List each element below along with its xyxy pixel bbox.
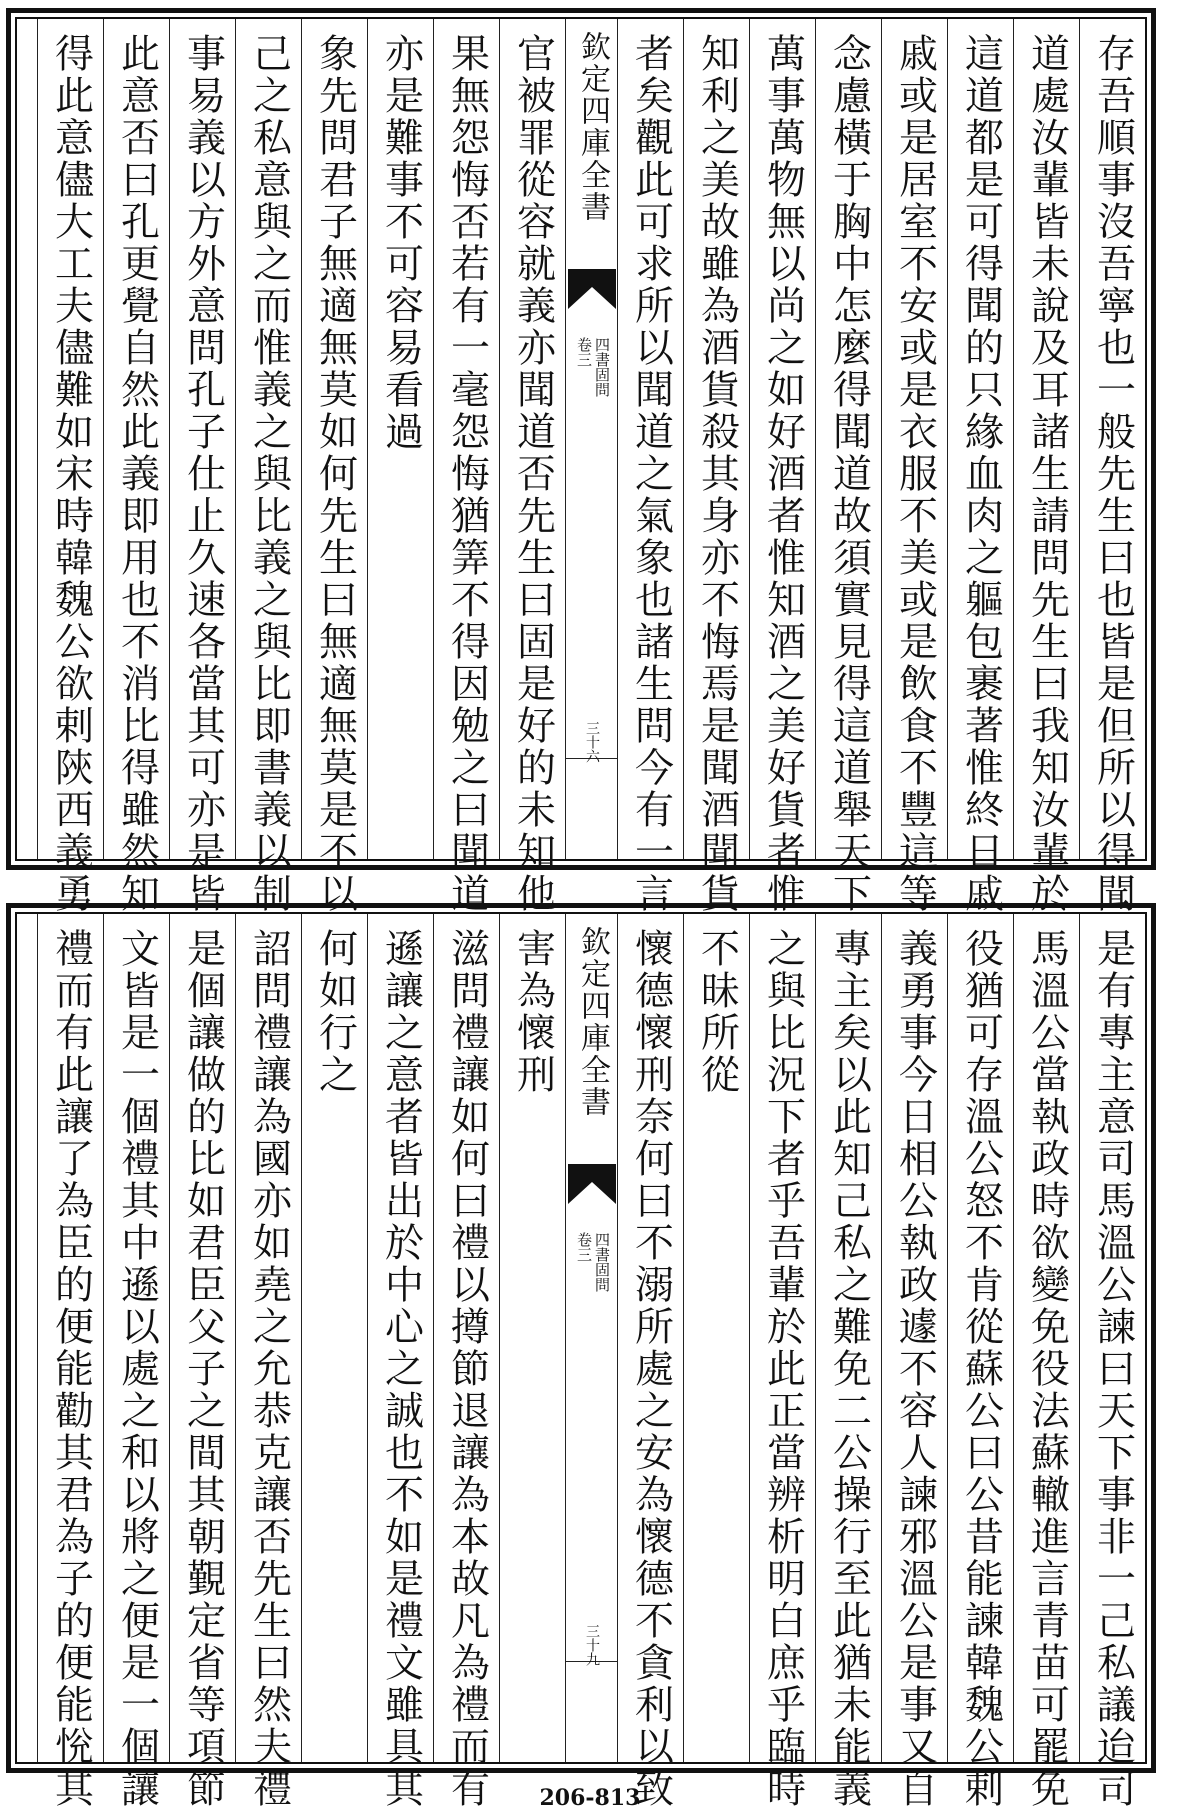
column-text: 馬溫公當執政時欲變免役法蘇轍進言青苗可罷免: [1024, 928, 1070, 1810]
column: [235, 914, 301, 1810]
column: [1013, 19, 1079, 915]
column: [617, 914, 683, 1810]
column: [37, 19, 103, 915]
column: [499, 19, 565, 915]
column-text: 何如行之: [312, 928, 358, 1096]
column-text: 戚或是居室不安或是衣服不美或是飲食不豐這等: [892, 33, 938, 915]
column: [103, 19, 169, 915]
column-text: 專主矣以此知己私之難免二公操行至此猶未能義: [826, 928, 872, 1810]
column: [301, 914, 367, 1762]
column: [617, 19, 683, 915]
page-top: [6, 8, 1156, 915]
column: [433, 914, 499, 1810]
column: [301, 19, 367, 915]
column-text: 是個讓做的比如君臣父子之間其朝覲定省等項節: [180, 928, 226, 1810]
column-text: 之與比況下者乎吾輩於此正當辨析明白庶乎臨時: [760, 928, 806, 1810]
column-text: 道處汝輩皆未說及耳諸生請問先生曰我知汝輩於: [1024, 33, 1070, 915]
spine-volume: 卷三: [575, 1232, 593, 1262]
column: [947, 19, 1013, 915]
spine: [565, 914, 617, 1762]
column: [103, 914, 169, 1810]
column: [683, 914, 749, 1762]
column-text: 知利之美故雖為酒貨殺其身亦不悔焉是聞酒聞貨: [694, 33, 740, 915]
spine: [565, 19, 617, 859]
column: [815, 914, 881, 1810]
spine-volume: 卷三: [575, 337, 593, 367]
spine-title: 欽定四庫全書: [575, 31, 610, 223]
column-text: 義勇事今日相公執政遽不容人諫邪溫公是事又自: [892, 928, 938, 1810]
column-text: 果無怨悔否若有一毫怨悔猶筭不得因勉之曰聞道: [444, 33, 490, 915]
column-text: 存吾順事沒吾寧也一般先生曰也皆是但所以得聞: [1090, 33, 1136, 915]
column-text: 是有專主意司馬溫公諫曰天下事非一己私議迨司: [1090, 928, 1136, 1810]
column: [1079, 914, 1145, 1810]
column: [683, 19, 749, 915]
column: [235, 19, 301, 915]
column-text: 官被罪從容就義亦聞道否先生曰固是好的未知他: [510, 33, 556, 915]
column-text: 者矣觀此可求所以聞道之氣象也諸生問今有一言: [628, 33, 674, 915]
column: [947, 914, 1013, 1810]
column-text: 此意否曰孔更覺自然此義即用也不消比得雖然知: [114, 33, 160, 915]
column: [881, 19, 947, 915]
column: [499, 914, 565, 1762]
column: [815, 19, 881, 915]
column-text: 滋問禮讓如何曰禮以撙節退讓為本故凡為禮而有: [444, 928, 490, 1810]
column-text: 這道都是可得聞的只緣血肉之軀包裹著惟終日戚: [958, 33, 1004, 915]
spine-book-title: 四書固問: [593, 337, 611, 397]
column: [367, 914, 433, 1810]
spine-title: 欽定四庫全書: [575, 926, 610, 1118]
column: [169, 914, 235, 1810]
column-text: 役猶可存溫公怒不肯從蘇公曰公昔能諫韓魏公剌: [958, 928, 1004, 1810]
column-text: 事易義以方外意問孔子仕止久速各當其可亦是皆: [180, 33, 226, 915]
column: [37, 914, 103, 1810]
column-text: 念慮橫于胸中怎麼得聞道故須實見得這道舉天下: [826, 33, 872, 915]
spine-folio: 三十九: [584, 1624, 600, 1666]
column: [881, 914, 947, 1810]
column: [433, 19, 499, 915]
column: [169, 19, 235, 915]
column-text: 象先問君子無適無莫如何先生曰無適無莫是不以: [312, 33, 358, 915]
column: [1079, 19, 1145, 915]
column: [749, 914, 815, 1810]
fish-tail-icon: [568, 1164, 616, 1204]
column: [367, 19, 433, 859]
fish-tail-icon: [568, 269, 616, 309]
column-text: 遜讓之意者皆出於中心之誠也不如是禮文雖具其: [378, 928, 424, 1810]
page-top-frame: [15, 17, 1147, 915]
spine-book-title: 四書固問: [593, 1232, 611, 1292]
column-text: 亦是難事不可容易看過: [378, 33, 424, 453]
column-text: 詔問禮讓為國亦如堯之允恭克讓否先生曰然夫禮: [246, 928, 292, 1810]
spine-folio: 三十六: [584, 721, 600, 763]
column-text: 萬事萬物無以尚之如好酒者惟知酒之美好貨者惟: [760, 33, 806, 915]
column-text: 文皆是一個禮其中遜以處之和以將之便是一個讓: [114, 928, 160, 1810]
column-text: 不昧所從: [694, 928, 740, 1096]
column-text: 得此意儘大工夫儘難如宋時韓魏公欲剌陝西義勇: [48, 33, 94, 915]
page-code: 206-813: [539, 1785, 641, 1811]
column-text: 禮而有此讓了為臣的便能勸其君為子的便能恱其: [48, 928, 94, 1810]
column: [1013, 914, 1079, 1810]
column-text: 懷德懷刑奈何曰不溺所處之安為懷德不貪利以致: [628, 928, 674, 1810]
column-text: 己之私意與之而惟義之與比義之與比即書義以制: [246, 33, 292, 915]
column: [749, 19, 815, 915]
column-text: 害為懷刑: [510, 928, 556, 1096]
